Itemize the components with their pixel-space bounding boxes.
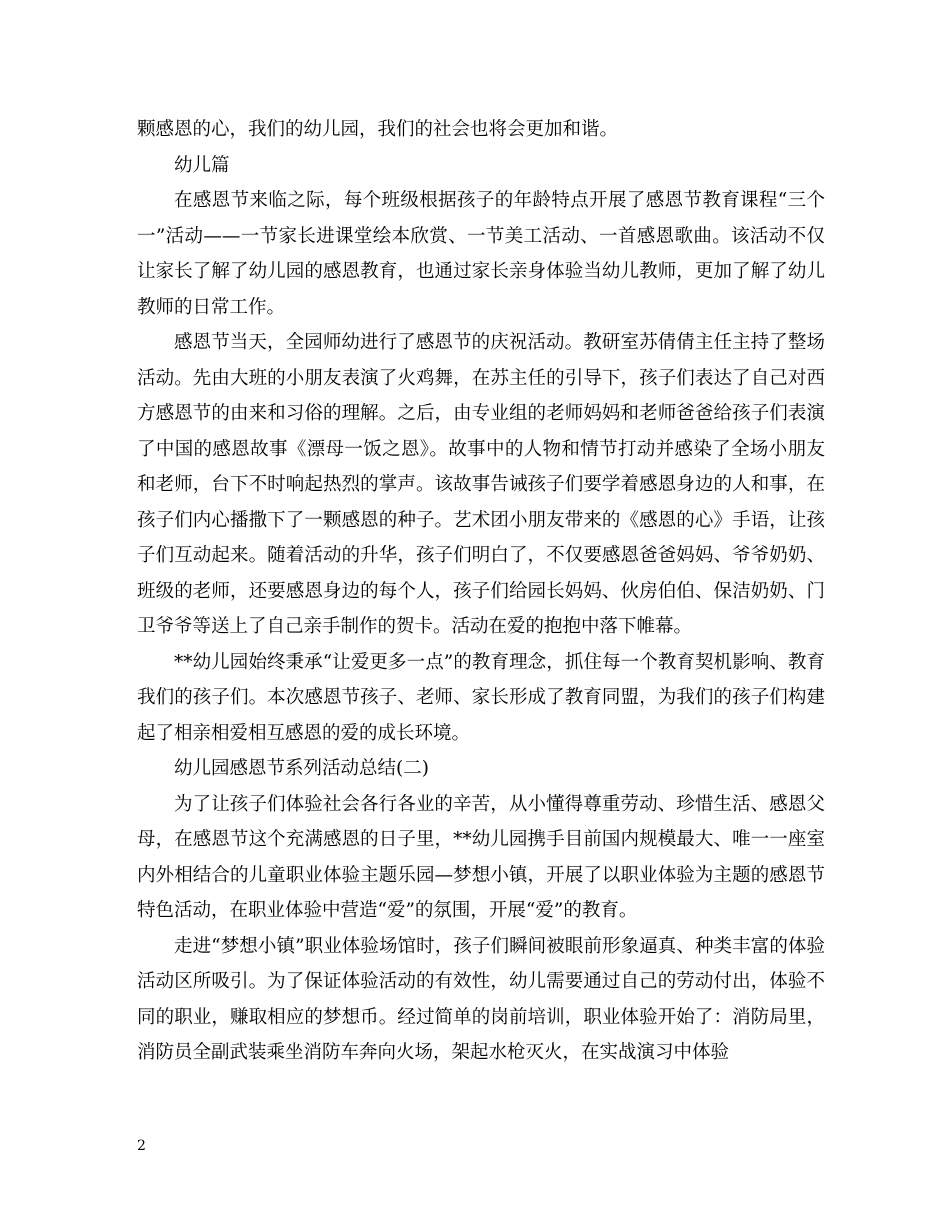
paragraph-continuation: 颗感恩的心，我们的幼儿园，我们的社会也将会更加和谐。	[137, 119, 619, 140]
section-heading-summary-two: 幼儿园感恩节系列活动总结(二)	[174, 758, 429, 779]
paragraph: 在感恩节来临之际，每个班级根据孩子的年龄特点开展了感恩节教育课程“三个一”活动——一节家长进课堂绘本欣赏、一节美工活动、一首感恩歌曲。该活动不仅让家长了解了幼儿园的感恩教育，也通过家长亲身体验当幼儿教师，更加了解了幼儿教师的日常工作。	[137, 190, 825, 318]
paragraph: 感恩节当天，全园师幼进行了感恩节的庆祝活动。教研室苏倩倩主任主持了整场活动。先由大班的小朋友表演了火鸡舞，在苏主任的引导下，孩子们表达了自己对西方感恩节的由来和习俗的理解。之后，由专业组的老师妈妈和老师爸爸给孩子们表演了中国的感恩故事《漂母一饭之恩》。故事中的人物和情节打动并感染了全场小朋友和老师，台下不时响起热烈的掌声。该故事告诫孩子们要学着感恩身边的人和事，在孩子们内心播撒下了一颗感恩的种子。艺术团小朋友带来的《感恩的心》手语，让孩子们互动起来。随着活动的升华，孩子们明白了，不仅要感恩爸爸妈妈、爷爷奶奶、班级的老师，还要感恩身边的每个人，孩子们给园长妈妈、伙房伯伯、保洁奶奶、门卫爷爷等送上了自己亲手制作的贺卡。活动在爱的抱抱中落下帷幕。	[137, 332, 825, 637]
paragraph: 走进“梦想小镇”职业体验场馆时，孩子们瞬间被眼前形象逼真、种类丰富的体验活动区所吸引。为了保证体验活动的有效性，幼儿需要通过自己的劳动付出，体验不同的职业，赚取相应的梦想币。经过简单的岗前培训，职业体验开始了：消防局里，消防员全副武装乘坐消防车奔向火场，架起水枪灭火，在实战演习中体验	[137, 935, 825, 1063]
section-heading-children: 幼儿篇	[174, 154, 230, 176]
document-body	[137, 112, 825, 1071]
paragraph: 为了让孩子们体验社会各行各业的辛苦，从小懂得尊重劳动、珍惜生活、感恩父母，在感恩节这个充满感恩的日子里，**幼儿园携手目前国内规模最大、唯一一座室内外相结合的儿童职业体验主题乐园—梦想小镇，开展了以职业体验为主题的感恩节特色活动，在职业体验中营造“爱”的氛围，开展“爱”的教育。	[137, 793, 825, 921]
paragraph: **幼儿园始终秉承“让爱更多一点”的教育理念，抓住每一个教育契机影响、教育我们的孩子们。本次感恩节孩子、老师、家长形成了教育同盟，为我们的孩子们构建起了相亲相爱相互感恩的爱的成长环境。	[137, 651, 825, 744]
page-number: 2	[137, 1138, 146, 1154]
